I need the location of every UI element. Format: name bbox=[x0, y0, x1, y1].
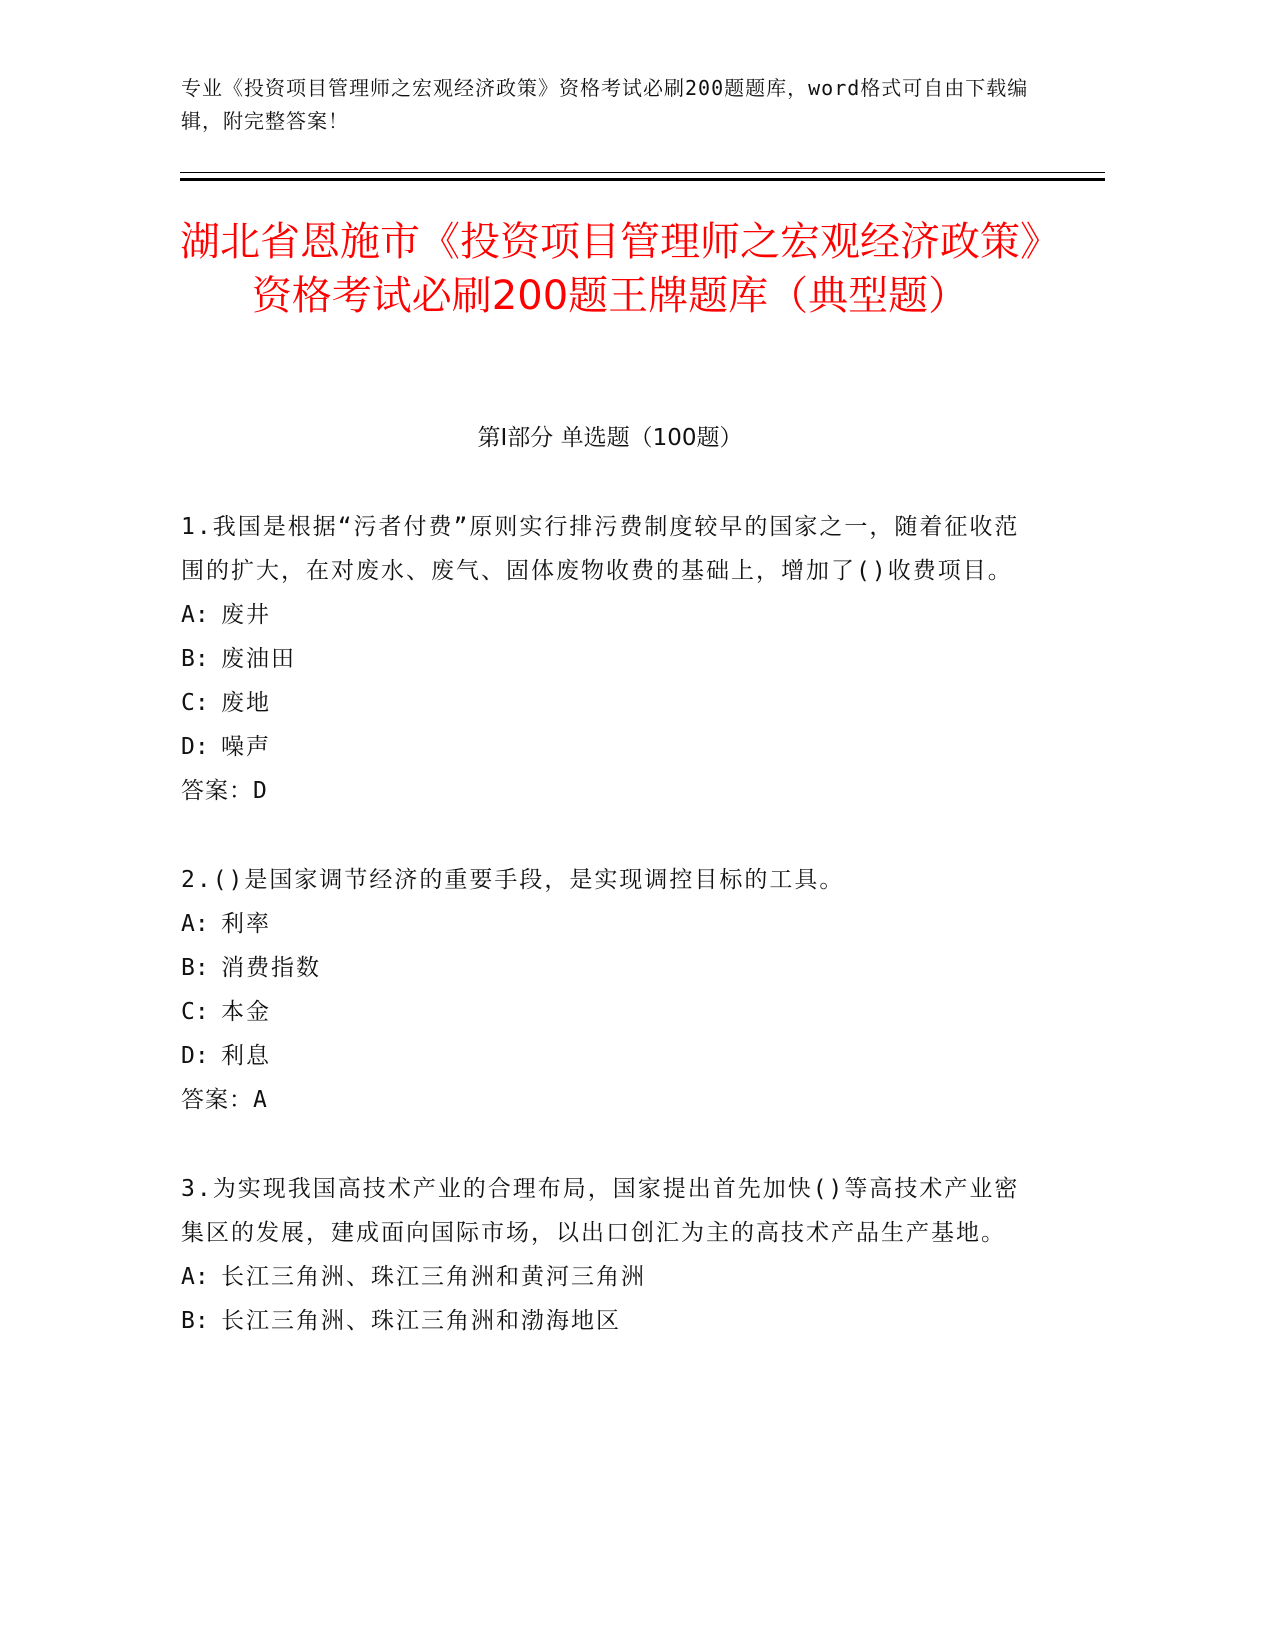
option-key: B: bbox=[181, 955, 209, 981]
question-option bbox=[181, 593, 1021, 637]
answer-value: D bbox=[253, 778, 268, 804]
question-option bbox=[181, 725, 1021, 769]
option-key: A: bbox=[181, 911, 209, 937]
option-text: 消费指数 bbox=[221, 955, 321, 981]
question-list bbox=[181, 505, 1021, 1388]
header-divider-thick bbox=[180, 178, 1105, 181]
question-option bbox=[181, 946, 1021, 990]
question-stem: 2.()是国家调节经济的重要手段，是实现调控目标的工具。 bbox=[181, 867, 845, 893]
question-stem: 3.为实现我国高技术产业的合理布局，国家提出首先加快()等高技术产业密集区的发展，建成面向国际市场，以出口创汇为主的高技术产品生产基地。 bbox=[181, 1176, 1020, 1246]
question-option bbox=[181, 1299, 1021, 1343]
option-text: 废油田 bbox=[221, 646, 296, 672]
option-key: B: bbox=[181, 646, 209, 672]
question-option bbox=[181, 1255, 1021, 1299]
question-option bbox=[181, 902, 1021, 946]
option-key: B: bbox=[181, 1308, 209, 1334]
question-answer bbox=[181, 769, 1021, 813]
option-key: A: bbox=[181, 602, 209, 628]
option-text: 长江三角洲、珠江三角洲和黄河三角洲 bbox=[221, 1264, 646, 1290]
option-key: A: bbox=[181, 1264, 209, 1290]
option-key: D: bbox=[181, 1043, 209, 1069]
header-divider-thin bbox=[180, 172, 1105, 173]
option-key: D: bbox=[181, 734, 209, 760]
question-item bbox=[181, 858, 1021, 1122]
option-text: 长江三角洲、珠江三角洲和渤海地区 bbox=[221, 1308, 621, 1334]
question-option bbox=[181, 990, 1021, 1034]
question-item bbox=[181, 1167, 1021, 1343]
option-key: C: bbox=[181, 999, 209, 1025]
answer-label: 答案： bbox=[181, 1087, 253, 1113]
option-text: 利息 bbox=[221, 1043, 271, 1069]
section-title: 第Ⅰ部分 单选题（100题） bbox=[477, 425, 743, 451]
option-text: 本金 bbox=[221, 999, 271, 1025]
question-stem: 1.我国是根据“污者付费”原则实行排污费制度较早的国家之一，随着征收范围的扩大，在对废水、废气、固体废物收费的基础上，增加了()收费项目。 bbox=[181, 514, 1020, 584]
question-option bbox=[181, 681, 1021, 725]
question-item bbox=[181, 505, 1021, 813]
question-option bbox=[181, 1034, 1021, 1078]
option-key: C: bbox=[181, 690, 209, 716]
answer-label: 答案： bbox=[181, 778, 253, 804]
header-note: 专业《投资项目管理师之宏观经济政策》资格考试必刷200题题库，word格式可自由下载编辑，附完整答案！ bbox=[181, 76, 1029, 133]
question-option bbox=[181, 637, 1021, 681]
document-title: 湖北省恩施市《投资项目管理师之宏观经济政策》资格考试必刷200题王牌题库（典型题） bbox=[180, 219, 1040, 319]
option-text: 利率 bbox=[221, 911, 271, 937]
question-answer bbox=[181, 1078, 1021, 1122]
option-text: 噪声 bbox=[221, 734, 271, 760]
option-text: 废地 bbox=[221, 690, 271, 716]
option-text: 废井 bbox=[221, 602, 271, 628]
answer-value: A bbox=[253, 1087, 268, 1113]
